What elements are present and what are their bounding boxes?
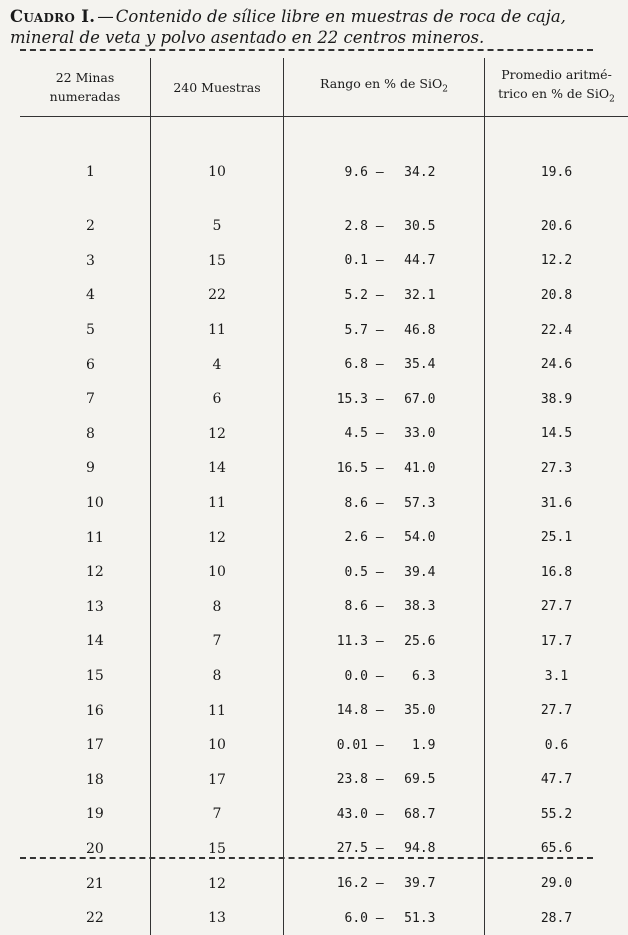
- mine-number: 4: [20, 278, 151, 313]
- mine-number: 2: [20, 209, 151, 244]
- silica-range: [284, 659, 485, 694]
- header-average-text: Promedio aritmé-trico en % de SiO: [498, 67, 612, 101]
- range-high: 57.3: [391, 496, 435, 511]
- range-dash: –: [368, 323, 391, 338]
- table-row: [20, 901, 628, 935]
- range-high: 41.0: [391, 461, 435, 476]
- range-high: 6.3: [391, 669, 435, 684]
- range-dash: –: [368, 288, 391, 303]
- range-dash: –: [368, 703, 391, 718]
- range-high: 54.0: [391, 530, 435, 545]
- table-row: [20, 797, 628, 832]
- silica-average: 38.9: [485, 382, 628, 417]
- range-high: 94.8: [391, 841, 435, 856]
- table-row: [20, 555, 628, 590]
- table-row: [20, 866, 628, 901]
- range-high: 35.4: [391, 357, 435, 372]
- mine-number: 9: [20, 451, 151, 486]
- sample-count: 11: [151, 486, 284, 521]
- silica-range: [284, 555, 485, 590]
- range-high: 68.7: [391, 807, 435, 822]
- silica-range: [284, 728, 485, 763]
- range-low: 8.6: [324, 599, 368, 614]
- caption-dash: —: [97, 7, 114, 26]
- header-samples: 240 Muestras: [151, 58, 284, 117]
- range-dash: –: [368, 253, 391, 268]
- silica-average: 22.4: [485, 313, 628, 348]
- sample-count: 10: [151, 555, 284, 590]
- silica-average: 25.1: [485, 520, 628, 555]
- range-dash: –: [368, 461, 391, 476]
- sample-count: 4: [151, 347, 284, 382]
- range-low: 6.0: [324, 911, 368, 926]
- mine-number: 8: [20, 417, 151, 452]
- top-rule: [20, 49, 593, 51]
- range-dash: –: [368, 669, 391, 684]
- mine-number: 5: [20, 313, 151, 348]
- silica-range: [284, 763, 485, 798]
- header-row: [20, 58, 628, 117]
- range-dash: –: [368, 807, 391, 822]
- mine-number: 12: [20, 555, 151, 590]
- range-high: 25.6: [391, 634, 435, 649]
- sample-count: 8: [151, 590, 284, 625]
- range-high: 39.7: [391, 876, 435, 891]
- mine-number: 3: [20, 244, 151, 279]
- mine-number: 22: [20, 901, 151, 935]
- bottom-rule: [20, 857, 593, 859]
- sample-count: 6: [151, 382, 284, 417]
- silica-range: [284, 797, 485, 832]
- table-row: [20, 486, 628, 521]
- range-dash: –: [368, 599, 391, 614]
- table-row: [20, 209, 628, 244]
- range-high: 32.1: [391, 288, 435, 303]
- silica-range: [284, 209, 485, 244]
- mine-number: 1: [20, 117, 151, 210]
- sample-count: 7: [151, 797, 284, 832]
- range-dash: –: [368, 841, 391, 856]
- sample-count: 22: [151, 278, 284, 313]
- sample-count: 5: [151, 209, 284, 244]
- silica-average: 14.5: [485, 417, 628, 452]
- table-row: [20, 347, 628, 382]
- sample-count: 12: [151, 520, 284, 555]
- mine-number: 10: [20, 486, 151, 521]
- range-dash: –: [368, 357, 391, 372]
- table-caption: [10, 6, 592, 48]
- silica-average: 16.8: [485, 555, 628, 590]
- sample-count: 13: [151, 901, 284, 935]
- header-mines: 22 Minas numeradas: [20, 58, 151, 117]
- silica-range: [284, 866, 485, 901]
- silica-average: 65.6: [485, 832, 628, 867]
- range-low: 0.01: [324, 738, 368, 753]
- silica-range: [284, 832, 485, 867]
- mine-number: 20: [20, 832, 151, 867]
- sample-count: 8: [151, 659, 284, 694]
- range-low: 16.5: [324, 461, 368, 476]
- range-low: 0.0: [324, 669, 368, 684]
- silica-average: 20.6: [485, 209, 628, 244]
- silica-average: 0.6: [485, 728, 628, 763]
- sample-count: 11: [151, 693, 284, 728]
- mine-number: 14: [20, 624, 151, 659]
- range-dash: –: [368, 219, 391, 234]
- silica-table: [20, 58, 628, 935]
- range-dash: –: [368, 911, 391, 926]
- silica-average: 29.0: [485, 866, 628, 901]
- mine-number: 18: [20, 763, 151, 798]
- table-row: [20, 728, 628, 763]
- table-row: [20, 693, 628, 728]
- silica-average: 27.7: [485, 590, 628, 625]
- range-low: 15.3: [324, 392, 368, 407]
- silica-range: [284, 417, 485, 452]
- header-average: [485, 58, 628, 117]
- range-low: 16.2: [324, 876, 368, 891]
- sample-count: 7: [151, 624, 284, 659]
- range-low: 6.8: [324, 357, 368, 372]
- sample-count: 11: [151, 313, 284, 348]
- silica-average: 27.3: [485, 451, 628, 486]
- range-high: 1.9: [391, 738, 435, 753]
- range-low: 2.8: [324, 219, 368, 234]
- silica-average: 27.7: [485, 693, 628, 728]
- silica-average: 55.2: [485, 797, 628, 832]
- range-low: 0.5: [324, 565, 368, 580]
- range-high: 33.0: [391, 426, 435, 441]
- range-high: 69.5: [391, 772, 435, 787]
- silica-range: [284, 901, 485, 935]
- range-dash: –: [368, 634, 391, 649]
- table-row: [20, 244, 628, 279]
- silica-average: 20.8: [485, 278, 628, 313]
- mine-number: 6: [20, 347, 151, 382]
- silica-average: 31.6: [485, 486, 628, 521]
- silica-range: [284, 520, 485, 555]
- range-high: 67.0: [391, 392, 435, 407]
- sample-count: 14: [151, 451, 284, 486]
- silica-range: [284, 117, 485, 210]
- silica-range: [284, 451, 485, 486]
- range-high: 38.3: [391, 599, 435, 614]
- sample-count: 12: [151, 866, 284, 901]
- range-dash: –: [368, 738, 391, 753]
- header-range-text: Rango en % de SiO: [320, 76, 442, 91]
- mine-number: 16: [20, 693, 151, 728]
- silica-range: [284, 624, 485, 659]
- silica-range: [284, 693, 485, 728]
- range-low: 5.7: [324, 323, 368, 338]
- table-row: [20, 520, 628, 555]
- range-dash: –: [368, 165, 391, 180]
- silica-range: [284, 347, 485, 382]
- range-low: 11.3: [324, 634, 368, 649]
- table-row: [20, 659, 628, 694]
- sample-count: 10: [151, 117, 284, 210]
- silica-average: 17.7: [485, 624, 628, 659]
- header-range: [284, 58, 485, 117]
- silica-range: [284, 313, 485, 348]
- silica-range: [284, 486, 485, 521]
- mine-number: 19: [20, 797, 151, 832]
- sample-count: 12: [151, 417, 284, 452]
- mine-number: 13: [20, 590, 151, 625]
- table-row: [20, 417, 628, 452]
- sample-count: 10: [151, 728, 284, 763]
- range-dash: –: [368, 530, 391, 545]
- range-low: 2.6: [324, 530, 368, 545]
- range-high: 46.8: [391, 323, 435, 338]
- silica-average: 28.7: [485, 901, 628, 935]
- range-dash: –: [368, 565, 391, 580]
- mine-number: 7: [20, 382, 151, 417]
- silica-average: 3.1: [485, 659, 628, 694]
- sample-count: 15: [151, 244, 284, 279]
- mine-number: 17: [20, 728, 151, 763]
- table-row: [20, 624, 628, 659]
- range-low: 9.6: [324, 165, 368, 180]
- range-low: 43.0: [324, 807, 368, 822]
- range-dash: –: [368, 392, 391, 407]
- range-low: 8.6: [324, 496, 368, 511]
- range-dash: –: [368, 772, 391, 787]
- silica-range: [284, 382, 485, 417]
- mine-number: 15: [20, 659, 151, 694]
- range-dash: –: [368, 426, 391, 441]
- table-row: [20, 278, 628, 313]
- mine-number: 21: [20, 866, 151, 901]
- range-low: 5.2: [324, 288, 368, 303]
- silica-range: [284, 244, 485, 279]
- header-average-sub: 2: [609, 94, 615, 104]
- range-dash: –: [368, 876, 391, 891]
- silica-average: 24.6: [485, 347, 628, 382]
- table-row: [20, 763, 628, 798]
- range-dash: –: [368, 496, 391, 511]
- silica-range: [284, 590, 485, 625]
- mine-number: 11: [20, 520, 151, 555]
- range-low: 23.8: [324, 772, 368, 787]
- table-row: [20, 832, 628, 867]
- silica-average: 19.6: [485, 117, 628, 210]
- table-row: [20, 590, 628, 625]
- caption-text: Contenido de sílice libre en muestras de roca de caja, mineral de veta y polvo asentado en 22 centros mineros.: [10, 7, 566, 47]
- table-body: [20, 117, 628, 935]
- range-high: 30.5: [391, 219, 435, 234]
- table-row: [20, 451, 628, 486]
- range-high: 44.7: [391, 253, 435, 268]
- table-row: [20, 313, 628, 348]
- sample-count: 17: [151, 763, 284, 798]
- sample-count: 15: [151, 832, 284, 867]
- range-high: 39.4: [391, 565, 435, 580]
- table-row: [20, 117, 628, 210]
- range-low: 4.5: [324, 426, 368, 441]
- range-low: 0.1: [324, 253, 368, 268]
- header-range-sub: 2: [442, 85, 448, 95]
- range-low: 14.8: [324, 703, 368, 718]
- range-low: 27.5: [324, 841, 368, 856]
- silica-range: [284, 278, 485, 313]
- table-row: [20, 382, 628, 417]
- silica-average: 47.7: [485, 763, 628, 798]
- range-high: 34.2: [391, 165, 435, 180]
- range-high: 51.3: [391, 911, 435, 926]
- silica-average: 12.2: [485, 244, 628, 279]
- range-high: 35.0: [391, 703, 435, 718]
- caption-label: Cuadro I.: [10, 7, 95, 26]
